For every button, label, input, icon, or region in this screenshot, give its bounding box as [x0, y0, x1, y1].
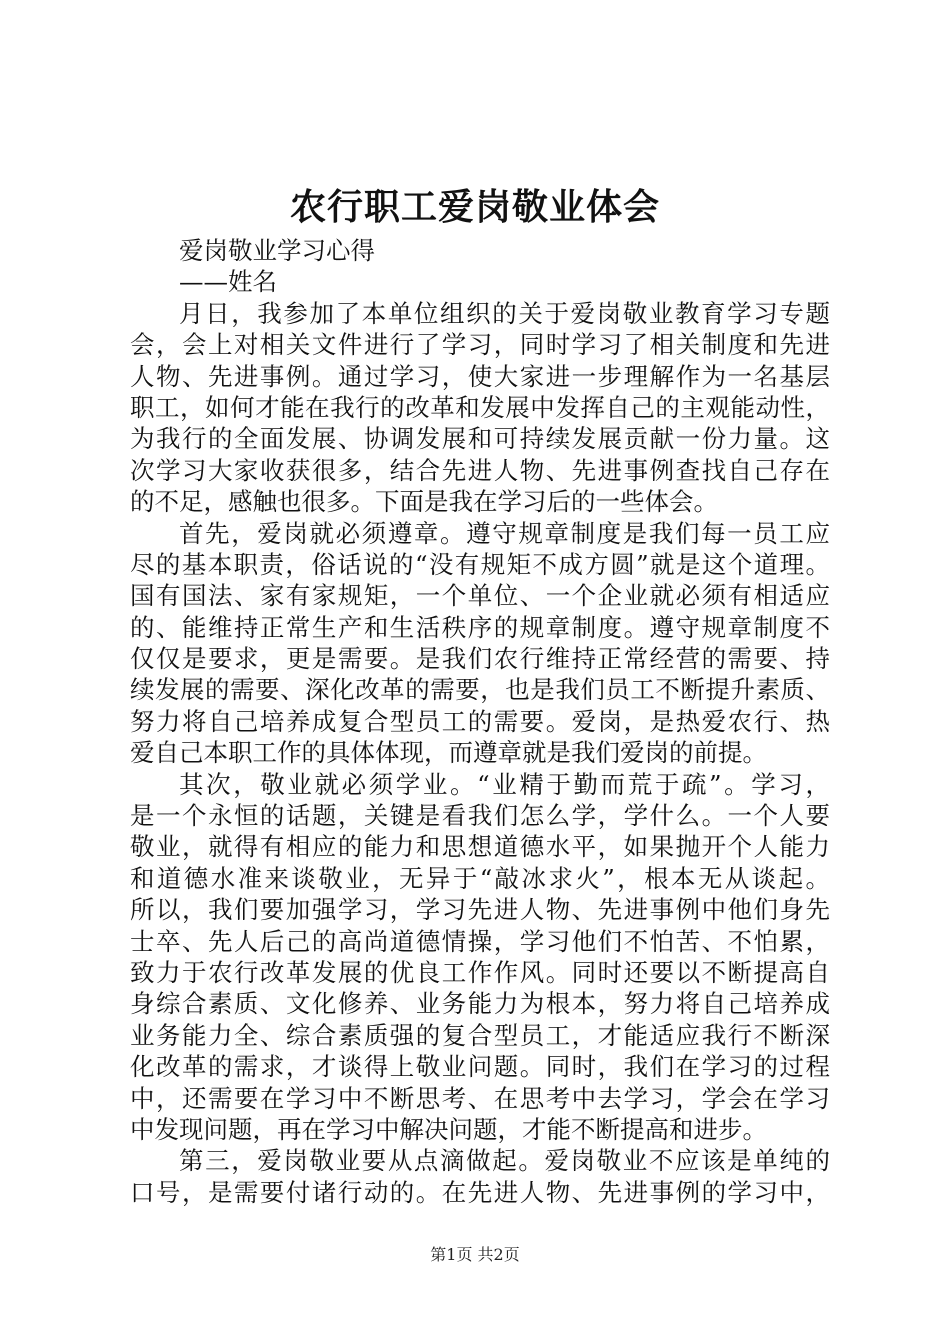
- text-line: 是一个永恒的话题，关键是看我们怎么学，学什么。一个人要: [130, 801, 830, 831]
- text-line: 为我行的全面发展、协调发展和可持续发展贡献一份力量。这: [130, 424, 830, 454]
- text-line: 化改革的需求，才谈得上敬业问题。同时，我们在学习的过程: [130, 1052, 830, 1082]
- text-line: ——姓名: [179, 267, 277, 297]
- text-line: 首先，爱岗就必须遵章。遵守规章制度是我们每一员工应: [179, 518, 830, 548]
- text-line: 士卒、先人后己的高尚道德情操，学习他们不怕苦、不怕累，: [130, 926, 830, 956]
- text-line: 身综合素质、文化修养、业务能力为根本，努力将自己培养成: [130, 989, 830, 1019]
- text-line: 职工，如何才能在我行的改革和发展中发挥自己的主观能动性，: [130, 392, 830, 422]
- text-line: 的不足，感触也很多。下面是我在学习后的一些体会。: [130, 487, 718, 517]
- text-line: 续发展的需要、深化改革的需要，也是我们员工不断提升素质、: [130, 675, 830, 705]
- text-line: 敬业，就得有相应的能力和思想道德水平，如果抛开个人能力: [130, 832, 830, 862]
- text-line: 致力于农行改革发展的优良工作作风。同时还要以不断提高自: [130, 957, 830, 987]
- text-line: 努力将自己培养成复合型员工的需要。爱岗，是热爱农行、热: [130, 706, 830, 736]
- text-line: 所以，我们要加强学习，学习先进人物、先进事例中他们身先: [130, 895, 830, 925]
- document-body: [130, 235, 830, 1208]
- text-line: 月日，我参加了本单位组织的关于爱岗敬业教育学习专题: [179, 298, 830, 328]
- text-line: 仅仅是要求，更是需要。是我们农行维持正常经营的需要、持: [130, 644, 830, 674]
- text-line: 的、能维持正常生产和生活秩序的规章制度。遵守规章制度不: [130, 612, 830, 642]
- document-title: 农行职工爱岗敬业体会: [289, 186, 660, 228]
- text-line: 中发现问题，再在学习中解决问题，才能不断提高和进步。: [130, 1114, 767, 1144]
- text-line: 爱自己本职工作的具体体现，而遵章就是我们爱岗的前提。: [130, 738, 767, 768]
- text-line: 尽的基本职责，俗话说的“没有规矩不成方圆”就是这个道理。: [130, 549, 830, 579]
- page-footer: 第1页 共2页: [430, 1245, 520, 1264]
- text-line: 中，还需要在学习中不断思考、在思考中去学习，学会在学习: [130, 1083, 830, 1113]
- text-line: 会，会上对相关文件进行了学习，同时学习了相关制度和先进: [130, 330, 830, 360]
- text-line: 口号，是需要付诸行动的。在先进人物、先进事例的学习中，: [130, 1177, 830, 1207]
- text-line: 爱岗敬业学习心得: [179, 236, 375, 265]
- text-line: 和道德水准来谈敬业，无异于“敲冰求火”，根本无从谈起。: [130, 863, 830, 893]
- text-line: 其次，敬业就必须学业。“业精于勤而荒于疏”。学习，: [179, 769, 830, 799]
- text-line: 第三，爱岗敬业要从点滴做起。爱岗敬业不应该是单纯的: [179, 1146, 830, 1176]
- text-line: 业务能力全、综合素质强的复合型员工，才能适应我行不断深: [130, 1020, 830, 1050]
- text-line: 人物、先进事例。通过学习，使大家进一步理解作为一名基层: [130, 361, 830, 391]
- text-line: 国有国法、家有家规矩，一个单位、一个企业就必须有相适应: [130, 581, 830, 611]
- text-line: 次学习大家收获很多，结合先进人物、先进事例查找自己存在: [130, 455, 830, 485]
